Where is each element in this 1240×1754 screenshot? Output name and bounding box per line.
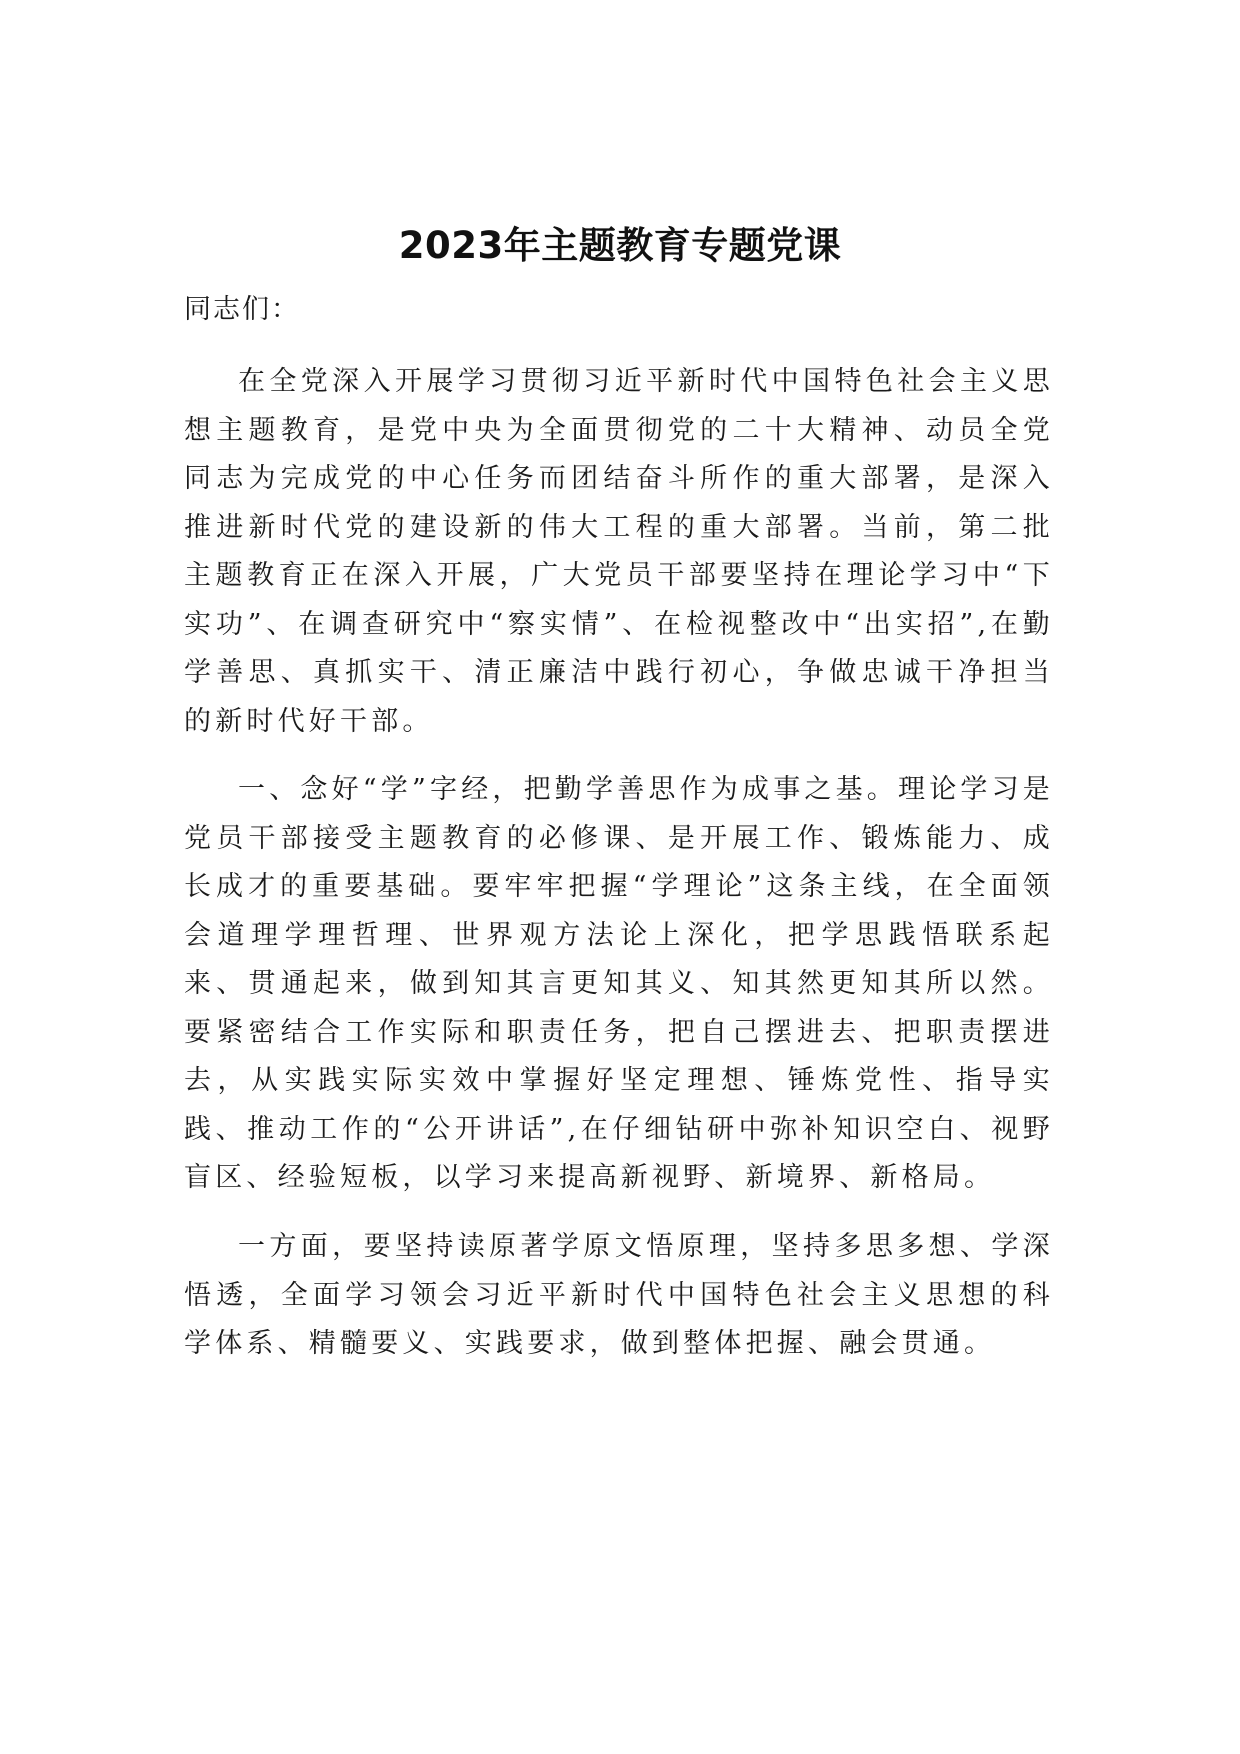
paragraph-section-one: 一、念好“学”字经，把勤学善思作为成事之基。理论学习是党员干部接受主题教育的必修课、是开展工作、锻炼能力、成长成才的重要基础。要牢牢把握“学理论”这条主线，在全面领会道理学理哲理、世界观方法论上深化，把学思践悟联系起来、贯通起来，做到知其言更知其义、知其然更知其所以然。要紧密结合工作实际和职责任务，把自己摆进去、把职责摆进去，从实践实际实效中掌握好坚定理想、锤炼党性、指导实践、推动工作的“公开讲话”,在仔细钻研中弥补知识空白、视野盲区、经验短板，以学习来提高新视野、新境界、新格局。 xyxy=(184,774,1055,1193)
paragraph-first-aspect: 一方面，要坚持读原著学原文悟原理，坚持多思多想、学深悟透，全面学习领会习近平新时代中国特色社会主义思想的科学体系、精髓要义、实践要求，做到整体把握、融会贯通。 xyxy=(184,1231,1054,1359)
salutation: 同志们： xyxy=(184,294,300,325)
paragraph-intro: 在全党深入开展学习贯彻习近平新时代中国特色社会主义思想主题教育，是党中央为全面贯彻党的二十大精神、动员全党同志为完成党的中心任务而团结奋斗所作的重大部署，是深入推进新时代党的建设新的伟大工程的重大部署。当前，第二批主题教育正在深入开展，广大党员干部要坚持在理论学习中“下实功”、在调查研究中“察实情”、在检视整改中“出实招”,在勤学善思、真抓实干、清正廉洁中践行初心，争做忠诚干净担当的新时代好干部。 xyxy=(184,366,1054,737)
document-title: 2023年主题教育专题党课 xyxy=(398,224,842,267)
